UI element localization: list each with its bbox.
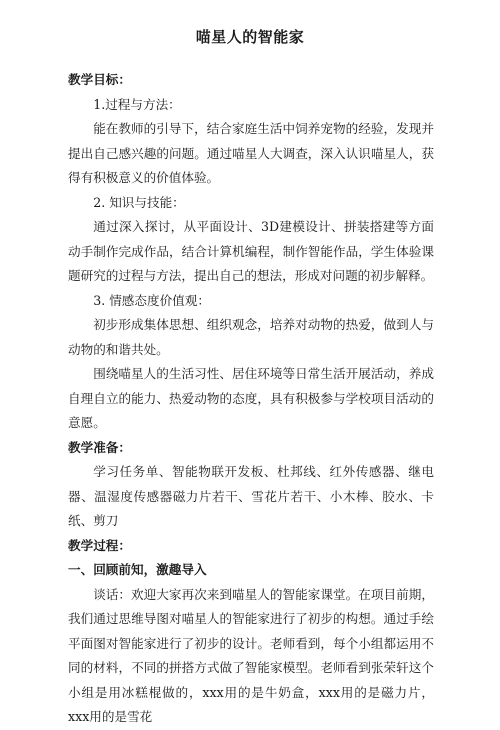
heading-teaching-prep: 教学准备： bbox=[68, 439, 131, 455]
subheading-knowledge-skills: 2. 知识与技能： bbox=[93, 194, 185, 210]
subheading-attitude-values: 3. 情感态度价值观： bbox=[93, 292, 210, 308]
paragraph-activities: 围绕喵星人的生活习性、居住环境等日常生活开展活动，养成自理自立的能力、热爱动物的态度，具有积极参与学校项目活动的意愿。 bbox=[68, 366, 434, 430]
subheading-process-method: 1.过程与方法： bbox=[93, 96, 181, 112]
paragraph-intro-talk: 谈话：欢迎大家再次来到喵星人的智能家课堂。在项目前期，我们通过思维导图对喵星人的智能家进行了初步的构想。通过手绘平面图对智能家进行了初步的设计。老师看到，每个小组都运用不同的材料，不同的拼搭方式做了智能家模型。老师看到张荣轩这个小组是用冰糕棍做的，xxx用的是牛奶盒，xxx用的是磁力片，xxx用的是雪花 bbox=[68, 586, 434, 724]
paragraph-process-method: 能在教师的引导下，结合家庭生活中饲养宠物的经验，发现并提出自己感兴趣的问题。通过喵星人大调查，深入认识喵星人，获得有积极意义的价值体验。 bbox=[68, 121, 434, 185]
document-body bbox=[68, 68, 434, 730]
heading-section-one: 一、回顾前知，激趣导入 bbox=[68, 562, 207, 577]
heading-teaching-goals: 教学目标： bbox=[68, 72, 131, 87]
paragraph-knowledge-skills: 通过深入探讨，从平面设计、3D建模设计、拼装搭建等方面动手制作完成作品，结合计算机编程，制作智能作品，学生体验课题研究的过程与方法，提出自己的想法，形成对问题的初步解释。 bbox=[68, 219, 434, 283]
heading-teaching-process: 教学过程： bbox=[68, 537, 131, 553]
paragraph-materials: 学习任务单、智能物联开发板、杜邦线、红外传感器、继电器、温湿度传感器磁力片若干、雪花片若干、小木棒、胶水、卡纸、剪刀 bbox=[68, 464, 434, 528]
paragraph-attitude-values: 初步形成集体思想、组织观念，培养对动物的热爱，做到人与动物的和谐共处。 bbox=[68, 317, 434, 357]
document-title: 喵星人的智能家 bbox=[195, 28, 305, 46]
